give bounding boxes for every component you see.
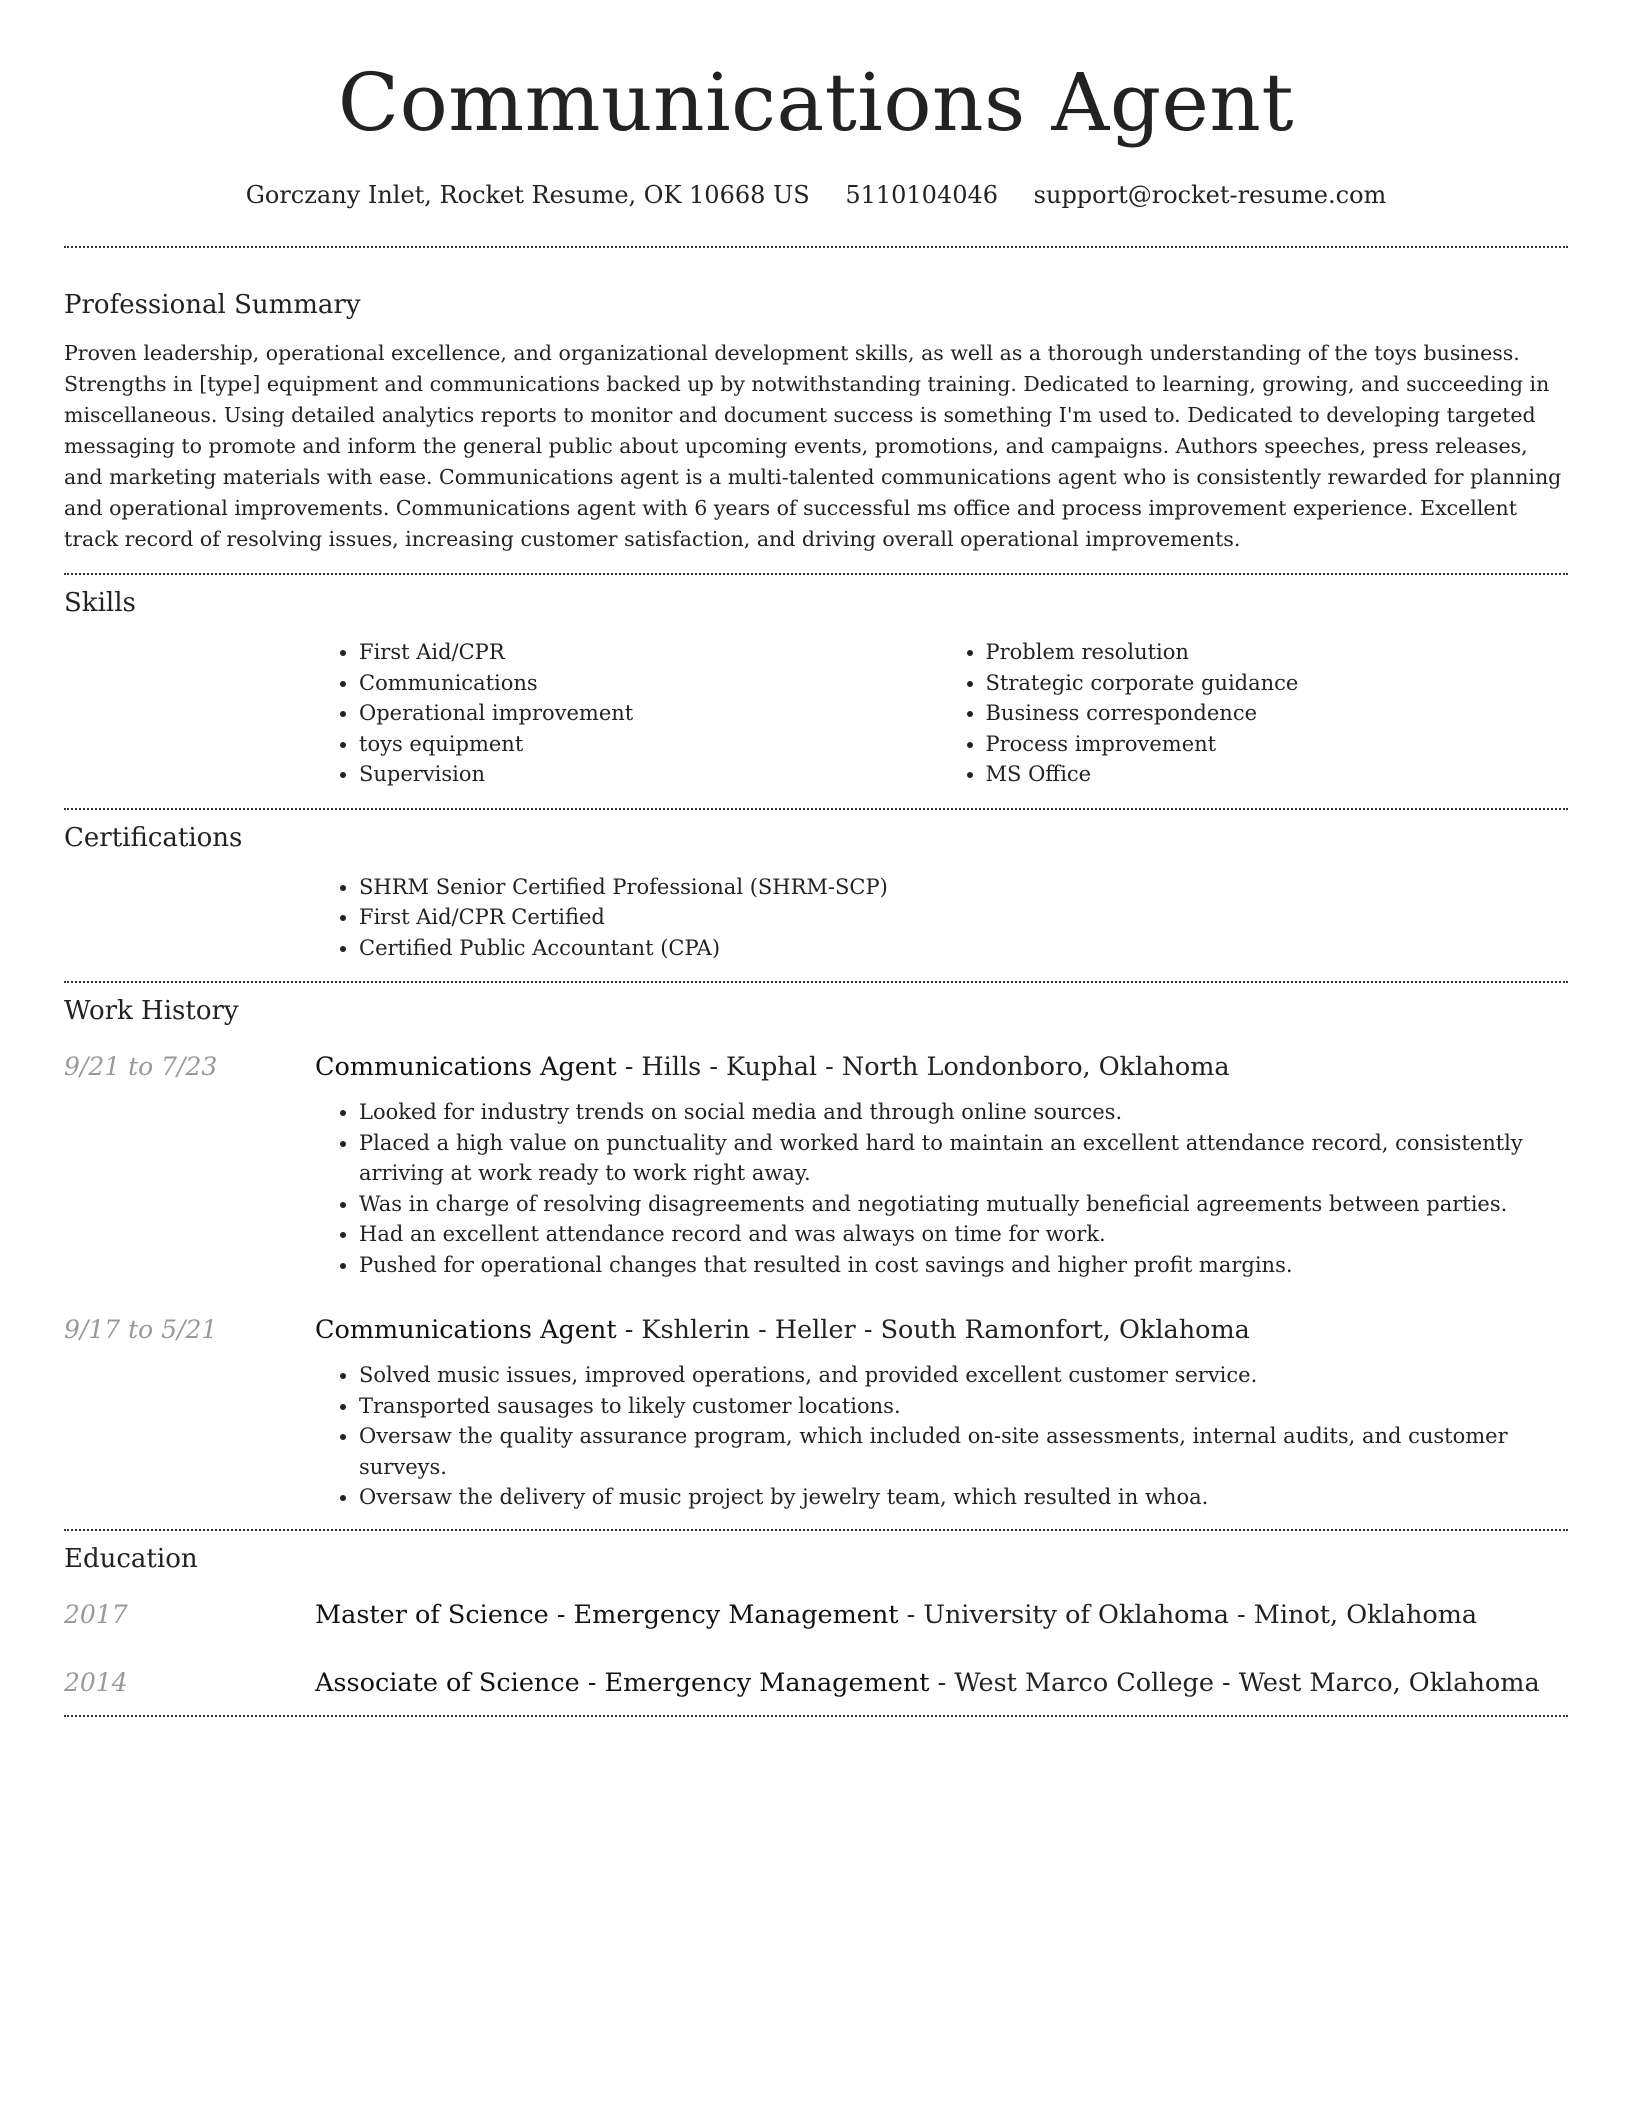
education-degree: Master of Science - Emergency Management bbox=[315, 1599, 899, 1630]
education-entry bbox=[64, 1597, 1568, 1633]
education-school: - University of Oklahoma - Minot, Oklahoma bbox=[898, 1599, 1478, 1630]
job-bullets bbox=[315, 1360, 1568, 1513]
job-bullet: • Solved music issues, improved operations, and provided excellent customer service. bbox=[359, 1360, 1568, 1391]
job-header bbox=[64, 1049, 1568, 1085]
skill-item: • Problem resolution bbox=[986, 637, 1569, 668]
section-title-work: Work History bbox=[64, 996, 239, 1026]
skills-grid bbox=[315, 637, 1568, 790]
resume-page bbox=[64, 0, 1568, 1717]
divider bbox=[64, 1715, 1568, 1717]
job-bullet: • Oversaw the quality assurance program, which included on-site assessments, internal audits, and customer surveys. bbox=[359, 1421, 1568, 1482]
education-section bbox=[64, 1531, 1568, 1701]
education-year: 2014 bbox=[64, 1667, 128, 1697]
job-dates: 9/21 to 7/23 bbox=[64, 1052, 218, 1081]
job-title bbox=[315, 1049, 1230, 1085]
summary-text: Proven leadership, operational excellence, and organizational development skills, as well as a thorough understanding of the toys business. Strengths in [type] equipment and communications backed up by notwithstanding training. Dedicated to learning, growing, and succeeding in miscellaneous. Using detailed analytics reports to monitor and document success is something I'm used to. Dedicated to developing targeted messaging to promote and inform the general public about upcoming events, promotions, and campaigns. Authors speeches, press releases, and marketing materials with ease. Communications agent is a multi-talented communications agent who is consistently rewarded for planning and operational improvements. Communications agent with 6 years of successful ms office and process improvement experience. Excellent track record of resolving issues, increasing customer satisfaction, and driving overall operational improvements. bbox=[64, 341, 1562, 551]
education-degree: Associate of Science - Emergency Management bbox=[315, 1667, 930, 1698]
job-bullet: • Pushed for operational changes that resulted in cost savings and higher profit margins. bbox=[359, 1250, 1568, 1281]
education-year: 2017 bbox=[64, 1599, 128, 1629]
education-school: - West Marco College - West Marco, Oklahoma bbox=[929, 1667, 1540, 1698]
job-entry bbox=[64, 1312, 1568, 1513]
skills-section bbox=[64, 575, 1568, 790]
job-bullet: • Placed a high value on punctuality and worked hard to maintain an excellent attendance record, consistently arriving at work ready to work right away. bbox=[359, 1128, 1568, 1189]
contact-phone: 5110104046 bbox=[845, 181, 999, 209]
job-bullets bbox=[315, 1097, 1568, 1280]
certifications-section bbox=[64, 810, 1568, 964]
skills-list-right bbox=[942, 637, 1569, 790]
job-dates: 9/17 to 5/21 bbox=[64, 1315, 218, 1344]
section-title-education: Education bbox=[64, 1543, 198, 1574]
skill-item: • Business correspondence bbox=[986, 698, 1569, 729]
contact-address: Gorczany Inlet, Rocket Resume, OK 10668 US bbox=[245, 181, 810, 209]
contact-line bbox=[64, 178, 1568, 212]
education-degree-line bbox=[315, 1665, 1540, 1701]
skill-item: • toys equipment bbox=[359, 729, 942, 760]
education-entry bbox=[64, 1665, 1568, 1701]
certification-item: • Certified Public Accountant (CPA) bbox=[359, 933, 1568, 964]
education-degree-line bbox=[315, 1597, 1477, 1633]
contact-email[interactable]: support@rocket-resume.com bbox=[1033, 181, 1387, 209]
job-entry bbox=[64, 1049, 1568, 1280]
skill-item: • MS Office bbox=[986, 759, 1569, 790]
certifications-list bbox=[315, 872, 1568, 964]
job-title bbox=[315, 1312, 1250, 1348]
skills-list-left bbox=[315, 637, 942, 790]
job-position: Communications Agent bbox=[315, 1052, 617, 1082]
job-bullet: • Transported sausages to likely customer locations. bbox=[359, 1391, 1568, 1422]
section-title-skills: Skills bbox=[64, 588, 136, 618]
job-company: - Kshlerin - Heller - South Ramonfort, Oklahoma bbox=[616, 1315, 1250, 1345]
section-title-summary: Professional Summary bbox=[64, 290, 361, 320]
job-header bbox=[64, 1312, 1568, 1348]
certification-item: • SHRM Senior Certified Professional (SHRM-SCP) bbox=[359, 872, 1568, 903]
skill-item: • Supervision bbox=[359, 759, 942, 790]
resume-name: Communications Agent bbox=[337, 56, 1295, 149]
job-bullet: • Oversaw the delivery of music project by jewelry team, which resulted in whoa. bbox=[359, 1482, 1568, 1513]
section-title-certifications: Certifications bbox=[64, 822, 243, 853]
work-history-section bbox=[64, 983, 1568, 1513]
skill-item: • First Aid/CPR bbox=[359, 637, 942, 668]
certification-item: • First Aid/CPR Certified bbox=[359, 902, 1568, 933]
job-bullet: • Had an excellent attendance record and was always on time for work. bbox=[359, 1219, 1568, 1250]
job-company: - Hills - Kuphal - North Londonboro, Oklahoma bbox=[616, 1052, 1230, 1082]
skill-item: • Communications bbox=[359, 668, 942, 699]
skill-item: • Operational improvement bbox=[359, 698, 942, 729]
job-position: Communications Agent bbox=[315, 1315, 617, 1345]
skill-item: • Process improvement bbox=[986, 729, 1569, 760]
skill-item: • Strategic corporate guidance bbox=[986, 668, 1569, 699]
summary-section bbox=[64, 248, 1568, 555]
job-bullet: • Looked for industry trends on social media and through online sources. bbox=[359, 1097, 1568, 1128]
job-bullet: • Was in charge of resolving disagreements and negotiating mutually beneficial agreements between parties. bbox=[359, 1189, 1568, 1220]
